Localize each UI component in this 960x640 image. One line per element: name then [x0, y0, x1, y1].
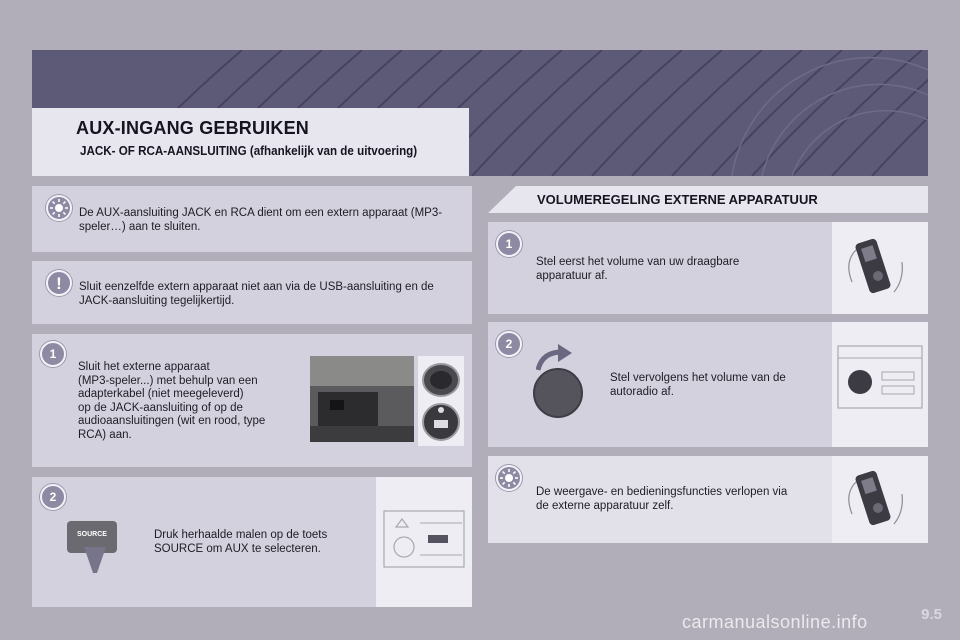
radio-illustration-area: [376, 477, 472, 607]
title-box: [32, 108, 469, 176]
volume-step-2-line: Stel vervolgens het volume van de: [610, 372, 786, 384]
volume-knob[interactable]: [533, 368, 583, 418]
volume-tip-card: [488, 456, 928, 543]
volume-step-2-text: [610, 372, 820, 399]
step-2-line: Druk herhaalde malen op de toets: [154, 529, 328, 541]
volume-step-2-line: autoradio af.: [610, 385, 674, 398]
exclamation-icon: !: [46, 270, 72, 296]
volume-tip-line: de externe apparatuur zelf.: [536, 499, 674, 512]
volume-step-1-line: Stel eerst het volume van uw draagbare: [536, 256, 740, 268]
step-2-badge: 2: [40, 484, 66, 510]
step-2-line: SOURCE om AUX te selecteren.: [154, 542, 321, 555]
step-1-line: Sluit het externe apparaat: [78, 361, 210, 373]
page-title: AUX-INGANG GEBRUIKEN: [76, 118, 310, 138]
volume-tip-text: [536, 486, 826, 513]
volume-step-2-badge: 2: [496, 331, 522, 357]
tip-text: De AUX-aansluiting JACK en RCA dient om een extern apparaat (MP3-speler…) aan te sluiten.: [79, 207, 443, 233]
step-2-text: [154, 529, 364, 556]
radio-sketch: [376, 477, 472, 607]
radio-volume-knob-sketch: [832, 322, 928, 447]
mp3-player-in-hand-sketch: [832, 222, 928, 314]
radio-knob-illustration-area: [832, 322, 928, 447]
warning-text: Sluit eenzelfde extern apparaat niet aan via de USB-aansluiting en de JACK-aansluiting tegelijkertijd.: [79, 281, 434, 307]
lightbulb-icon: [496, 465, 522, 491]
source-button-label: SOURCE: [77, 531, 107, 538]
volume-step-1-line: apparatuur af.: [536, 269, 608, 282]
tip-card: [32, 186, 472, 252]
step-2-card: [32, 477, 472, 607]
right-section-title: VOLUMEREGELING EXTERNE APPARATUUR: [537, 192, 818, 207]
volume-step-1-badge: 1: [496, 231, 522, 257]
aux-socket-photo: [310, 356, 464, 446]
warning-card: [32, 261, 472, 324]
step-1-line: RCA) aan.: [78, 428, 132, 441]
lightbulb-icon: [46, 195, 72, 221]
volume-step-2-card: [488, 322, 928, 447]
step-1-card: [32, 334, 472, 467]
step-1-text: [78, 361, 308, 442]
volume-step-1-text: [536, 256, 816, 283]
step-1-badge: 1: [40, 341, 66, 367]
watermark: carmanualsonline.info: [682, 612, 868, 632]
step-1-line: audioaansluitingen (wit en rood, type: [78, 415, 266, 427]
press-arrow-icon: [84, 545, 106, 575]
page-subtitle: JACK- OF RCA-AANSLUITING (afhankelijk van de uitvoering): [80, 144, 418, 158]
right-section-header: [488, 186, 928, 213]
page-number: 9.5: [921, 606, 942, 623]
mp3-player-in-hand-sketch-2: [832, 456, 928, 543]
step-1-line: op de JACK-aansluiting of op de: [78, 401, 243, 414]
volume-tip-line: De weergave- en bedieningsfuncties verlopen via: [536, 486, 788, 498]
step-1-line: adapterkabel (niet meegeleverd): [78, 388, 244, 400]
step-1-line: (MP3-speler...) met behulp van een: [78, 374, 258, 387]
volume-step-1-card: [488, 222, 928, 314]
player-illustration-area: [832, 222, 928, 314]
player-illustration-area-2: [832, 456, 928, 543]
